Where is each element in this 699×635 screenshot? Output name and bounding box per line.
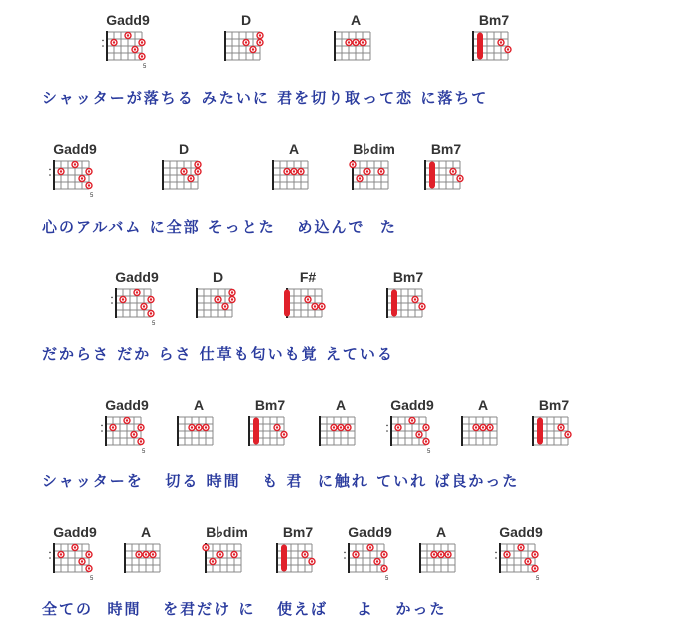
barre-mark: [477, 33, 483, 60]
finger-dot-center: [140, 440, 142, 442]
string-marker: [101, 425, 103, 427]
chord-a: [309, 397, 373, 459]
fretboard-diagram: [384, 287, 432, 331]
finger-dot-center: [191, 426, 193, 428]
fretboard-diagram: [122, 542, 170, 586]
finger-dot-center: [414, 298, 416, 300]
chord-name: Bm7: [282, 524, 314, 540]
finger-dot-center: [252, 48, 254, 50]
finger-dot-center: [245, 41, 247, 43]
fretboard-diagram: [350, 159, 398, 203]
finger-dot-center: [231, 298, 233, 300]
chord-bbdim: [342, 141, 406, 203]
chord-gadd9: [43, 141, 107, 203]
fretboard-diagram: [222, 30, 270, 74]
string-marker: [49, 169, 51, 171]
barre-mark: [429, 162, 435, 189]
finger-dot-center: [500, 41, 502, 43]
chord-fsharp: [276, 269, 340, 331]
finger-dot-center: [425, 426, 427, 428]
finger-dot-center: [347, 426, 349, 428]
fret-number: 5: [90, 193, 94, 199]
finger-dot-center: [355, 553, 357, 555]
chord-a: [409, 524, 473, 586]
barre-mark: [537, 418, 543, 445]
chord-bm7: [522, 397, 586, 459]
finger-dot-center: [183, 170, 185, 172]
finger-dot-center: [138, 553, 140, 555]
string-marker: [101, 430, 103, 432]
string-marker: [49, 557, 51, 559]
fretboard-diagram: [51, 159, 99, 203]
barre-mark: [391, 290, 397, 317]
fret-number: 5: [536, 576, 540, 582]
string-marker: [102, 40, 104, 42]
chord-bm7: [414, 141, 478, 203]
chord-bm7: [266, 524, 330, 586]
chord-name: Gadd9: [53, 524, 97, 540]
fretboard-diagram: [470, 30, 518, 74]
finger-dot-center: [122, 298, 124, 300]
lyric-line-2: 心のアルバム に全部 そっとた め込んで た: [42, 218, 397, 236]
finger-dot-center: [198, 426, 200, 428]
fretboard-diagram: [203, 542, 251, 586]
finger-dot-center: [217, 298, 219, 300]
finger-dot-center: [140, 426, 142, 428]
chord-name: Gadd9: [115, 269, 159, 285]
fretboard-diagram: [51, 542, 99, 586]
finger-dot-center: [340, 426, 342, 428]
chord-name: Bm7: [430, 141, 462, 157]
finger-dot-center: [418, 433, 420, 435]
finger-dot-center: [219, 553, 221, 555]
string-marker: [49, 552, 51, 554]
chord-name: D: [178, 141, 190, 157]
finger-dot-center: [283, 433, 285, 435]
fretboard-diagram: [274, 542, 322, 586]
finger-dot-center: [133, 433, 135, 435]
chord-gadd9: [43, 524, 107, 586]
fretboard-diagram: [194, 287, 242, 331]
lyric-line-4: シャッターを 切る 時間 も 君 に触れ ていれ ば良かった: [42, 472, 520, 490]
fretboard-diagram: [175, 415, 223, 459]
finger-dot-center: [145, 553, 147, 555]
finger-dot-center: [459, 177, 461, 179]
finger-dot-center: [507, 48, 509, 50]
finger-dot-center: [440, 553, 442, 555]
finger-dot-center: [152, 553, 154, 555]
chord-name: Bm7: [254, 397, 286, 413]
fretboard-diagram: [459, 415, 507, 459]
finger-dot-center: [233, 553, 235, 555]
finger-dot-center: [362, 41, 364, 43]
fretboard-diagram: [104, 30, 152, 74]
finger-dot-center: [60, 170, 62, 172]
finger-dot-center: [383, 553, 385, 555]
chord-name: B♭dim: [353, 141, 395, 157]
chord-name: A: [335, 397, 347, 413]
chord-name: Bm7: [538, 397, 570, 413]
finger-dot-center: [134, 48, 136, 50]
chord-gadd9: [380, 397, 444, 459]
finger-dot-center: [447, 553, 449, 555]
chord-bm7: [376, 269, 440, 331]
lyric-line-3: だからさ だか らさ 仕草も匂いも覚 えている: [42, 345, 394, 363]
finger-dot-center: [425, 440, 427, 442]
finger-dot-center: [300, 170, 302, 172]
string-marker: [344, 557, 346, 559]
finger-dot-center: [352, 163, 354, 165]
chord-name: A: [477, 397, 489, 413]
finger-dot-center: [411, 419, 413, 421]
finger-dot-center: [197, 163, 199, 165]
fretboard-diagram: [388, 415, 436, 459]
finger-dot-center: [81, 177, 83, 179]
chord-name: D: [240, 12, 252, 28]
barre-mark: [253, 418, 259, 445]
chord-a: [167, 397, 231, 459]
fretboard-diagram: [346, 542, 394, 586]
chord-d: [152, 141, 216, 203]
finger-dot-center: [127, 34, 129, 36]
finger-dot-center: [224, 305, 226, 307]
chord-name: Gadd9: [390, 397, 434, 413]
chord-name: A: [140, 524, 152, 540]
finger-dot-center: [311, 560, 313, 562]
chord-gadd9: [489, 524, 553, 586]
chord-name: A: [435, 524, 447, 540]
finger-dot-center: [60, 553, 62, 555]
lyric-line-1: シャッターが落ちる みたいに 君を切り取って恋 に落ちて: [42, 89, 489, 107]
string-marker: [495, 552, 497, 554]
finger-dot-center: [489, 426, 491, 428]
chord-bm7: [462, 12, 526, 74]
fretboard-diagram: [284, 287, 332, 331]
finger-dot-center: [143, 305, 145, 307]
chord-gadd9: [96, 12, 160, 74]
finger-dot-center: [567, 433, 569, 435]
chord-d: [214, 12, 278, 74]
finger-dot-center: [197, 170, 199, 172]
fret-number: 5: [427, 449, 431, 455]
finger-dot-center: [380, 170, 382, 172]
chord-d: [186, 269, 250, 331]
chord-name: A: [350, 12, 362, 28]
finger-dot-center: [482, 426, 484, 428]
finger-dot-center: [304, 553, 306, 555]
finger-dot-center: [355, 41, 357, 43]
finger-dot-center: [475, 426, 477, 428]
finger-dot-center: [112, 426, 114, 428]
fret-number: 5: [142, 449, 146, 455]
finger-dot-center: [126, 419, 128, 421]
chord-a: [451, 397, 515, 459]
chord-name: B♭dim: [206, 524, 248, 540]
fret-number: 5: [143, 64, 147, 70]
chord-a: [324, 12, 388, 74]
string-marker: [111, 302, 113, 304]
fretboard-diagram: [103, 415, 151, 459]
finger-dot-center: [136, 291, 138, 293]
string-marker: [386, 425, 388, 427]
chord-name: Bm7: [478, 12, 510, 28]
chord-name: Gadd9: [106, 12, 150, 28]
finger-dot-center: [433, 553, 435, 555]
fret-number: 5: [90, 576, 94, 582]
fretboard-diagram: [113, 287, 161, 331]
finger-dot-center: [74, 546, 76, 548]
finger-dot-center: [286, 170, 288, 172]
fret-number: 5: [385, 576, 389, 582]
finger-dot-center: [88, 184, 90, 186]
fretboard-diagram: [246, 415, 294, 459]
finger-dot-center: [74, 163, 76, 165]
finger-dot-center: [259, 41, 261, 43]
finger-dot-center: [205, 426, 207, 428]
string-marker: [386, 430, 388, 432]
finger-dot-center: [259, 34, 261, 36]
fretboard-diagram: [270, 159, 318, 203]
lyric-line-5: 全ての 時間 を君だけ に 使えば よ かった: [42, 600, 447, 618]
finger-dot-center: [141, 55, 143, 57]
finger-dot-center: [520, 546, 522, 548]
finger-dot-center: [293, 170, 295, 172]
finger-dot-center: [527, 560, 529, 562]
chord-name: Gadd9: [105, 397, 149, 413]
finger-dot-center: [366, 170, 368, 172]
finger-dot-center: [190, 177, 192, 179]
chord-gadd9: [95, 397, 159, 459]
chord-name: F#: [299, 269, 317, 285]
fretboard-diagram: [317, 415, 365, 459]
fretboard-diagram: [160, 159, 208, 203]
finger-dot-center: [88, 553, 90, 555]
finger-dot-center: [359, 177, 361, 179]
finger-dot-center: [376, 560, 378, 562]
fretboard-diagram: [417, 542, 465, 586]
finger-dot-center: [560, 426, 562, 428]
barre-mark: [281, 545, 287, 572]
finger-dot-center: [205, 546, 207, 548]
finger-dot-center: [506, 553, 508, 555]
fretboard-diagram: [497, 542, 545, 586]
string-marker: [102, 45, 104, 47]
chord-name: A: [288, 141, 300, 157]
finger-dot-center: [534, 553, 536, 555]
finger-dot-center: [150, 298, 152, 300]
chord-name: Gadd9: [499, 524, 543, 540]
finger-dot-center: [452, 170, 454, 172]
chord-gadd9: [338, 524, 402, 586]
fret-number: 5: [152, 321, 156, 327]
fretboard-diagram: [422, 159, 470, 203]
finger-dot-center: [421, 305, 423, 307]
finger-dot-center: [321, 305, 323, 307]
string-marker: [49, 174, 51, 176]
chord-bm7: [238, 397, 302, 459]
barre-mark: [284, 290, 290, 317]
finger-dot-center: [276, 426, 278, 428]
finger-dot-center: [113, 41, 115, 43]
fretboard-diagram: [530, 415, 578, 459]
finger-dot-center: [212, 560, 214, 562]
finger-dot-center: [397, 426, 399, 428]
finger-dot-center: [307, 298, 309, 300]
string-marker: [495, 557, 497, 559]
finger-dot-center: [314, 305, 316, 307]
finger-dot-center: [383, 567, 385, 569]
fretboard-diagram: [332, 30, 380, 74]
finger-dot-center: [369, 546, 371, 548]
chord-name: Gadd9: [53, 141, 97, 157]
finger-dot-center: [81, 560, 83, 562]
chord-name: A: [193, 397, 205, 413]
string-marker: [344, 552, 346, 554]
finger-dot-center: [534, 567, 536, 569]
chord-a: [114, 524, 178, 586]
chord-name: Gadd9: [348, 524, 392, 540]
finger-dot-center: [333, 426, 335, 428]
finger-dot-center: [88, 567, 90, 569]
finger-dot-center: [231, 291, 233, 293]
finger-dot-center: [141, 41, 143, 43]
chord-name: Bm7: [392, 269, 424, 285]
chord-bbdim: [195, 524, 259, 586]
finger-dot-center: [348, 41, 350, 43]
string-marker: [111, 297, 113, 299]
finger-dot-center: [88, 170, 90, 172]
chord-name: D: [212, 269, 224, 285]
chord-gadd9: [105, 269, 169, 331]
chord-a: [262, 141, 326, 203]
finger-dot-center: [150, 312, 152, 314]
